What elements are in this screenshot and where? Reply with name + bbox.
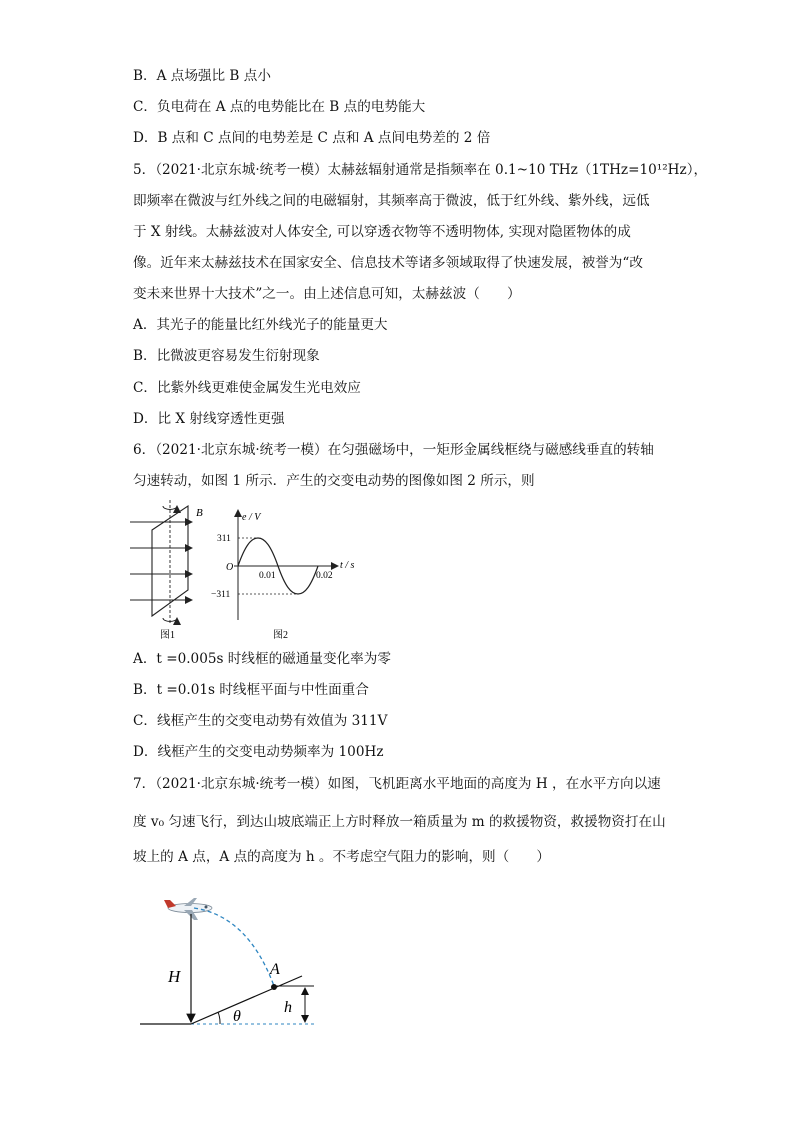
q4-option-b: B．A 点场强比 B 点小 — [133, 68, 271, 84]
x-tick-1: 0.01 — [259, 571, 276, 581]
q5-option-d: D．比 X 射线穿透性更强 — [133, 411, 285, 427]
q7-stem-line-1: 7．（2021·北京东城·统考一模）如图，飞机距离水平地面的高度为 H ，在水平方向以速 — [133, 776, 661, 792]
q6-option-c: C．线框产生的交变电动势有效值为 311V — [133, 713, 388, 729]
q7-stem-line-2: 度 v₀ 匀速飞行，到达山坡底端正上方时释放一箱质量为 m 的救援物资，救援物资打在山 — [133, 814, 666, 830]
q4-option-c: C．负电荷在 A 点的电势能比在 B 点的电势能大 — [133, 99, 426, 115]
x-axis-label: t / s — [340, 560, 355, 571]
point-A-dot — [271, 984, 277, 990]
trajectory-curve — [194, 908, 274, 986]
origin-label: O — [226, 562, 234, 573]
q5-option-b: B．比微波更容易发生衍射现象 — [133, 348, 320, 364]
q6-figure — [128, 500, 368, 645]
x-tick-2: 0.02 — [316, 571, 333, 581]
figure-1-label: 图1 — [160, 630, 175, 641]
q6-option-b: B．t =0.01s 时线框平面与中性面重合 — [133, 682, 369, 698]
angle-arc — [218, 1012, 220, 1024]
figure-2-label: 图2 — [273, 630, 288, 641]
height-h-label: h — [284, 999, 292, 1016]
point-A-label: A — [270, 961, 280, 978]
field-label-b: B — [196, 507, 203, 519]
y-tick-negative: −311 — [211, 590, 231, 600]
emf-graph — [234, 510, 338, 620]
magnetic-field-lines — [130, 522, 192, 600]
q4-option-d: D．B 点和 C 点间的电势差是 C 点和 A 点间电势差的 2 倍 — [133, 130, 491, 146]
q5-stem-line-4: 像。近年来太赫兹技术在国家安全、信息技术等诸多领域取得了快速发展，被誉为“改 — [133, 255, 643, 271]
height-H-label: H — [168, 967, 181, 986]
q5-stem-line-3: 于 X 射线。太赫兹波对人体安全, 可以穿透衣物等不透明物体, 实现对隐匿物体的成 — [133, 224, 631, 240]
q6-option-d: D．线框产生的交变电动势频率为 100Hz — [133, 744, 384, 760]
airplane-icon — [164, 898, 212, 920]
q5-stem-line-1: 5．（2021·北京东城·统考一模）太赫兹辐射通常是指频率在 0.1~10 THz（1THz=10¹²Hz）， — [133, 162, 708, 178]
q5-stem-line-5: 变未来世界十大技术”之一。由上述信息可知，太赫兹波（ ） — [133, 286, 521, 302]
q6-stem-line-1: 6．（2021·北京东城·统考一模）在匀强磁场中，一矩形金属线框绕与磁感线垂直的转轴 — [133, 442, 654, 458]
angle-theta-label: θ — [233, 1008, 241, 1025]
q7-stem-line-3: 坡上的 A 点，A 点的高度为 h 。不考虑空气阻力的影响，则（ ） — [133, 849, 551, 865]
y-tick-positive: 311 — [217, 534, 231, 544]
q6-stem-line-2: 匀速转动，如图 1 所示．产生的交变电动势的图像如图 2 所示，则 — [133, 473, 535, 489]
q6-option-a: A．t =0.005s 时线框的磁通量变化率为零 — [133, 651, 391, 667]
q5-option-a: A．其光子的能量比红外线光子的能量更大 — [133, 317, 388, 333]
q5-stem-line-2: 即频率在微波与红外线之间的电磁辐射，其频率高于微波，低于红外线、紫外线，远低 — [133, 193, 650, 209]
q5-option-c: C．比紫外线更难使金属发生光电效应 — [133, 380, 361, 396]
y-axis-label: e / V — [242, 512, 261, 523]
q7-figure — [138, 888, 328, 1033]
